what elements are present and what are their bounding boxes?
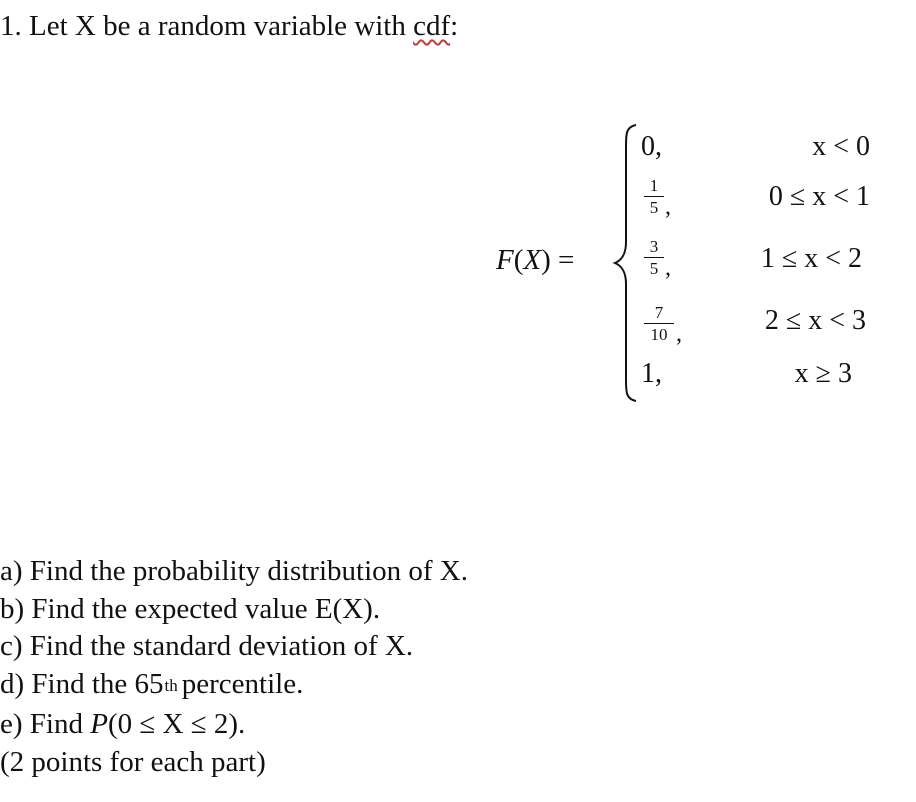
fraction-denominator: 5	[649, 198, 659, 218]
part-d-rest: percentile.	[181, 667, 304, 700]
case-condition-0: x < 0	[812, 131, 870, 162]
case-condition-4: x ≥ 3	[794, 358, 852, 389]
cdf-function-name: F	[496, 244, 514, 276]
cdf-word: cdf	[413, 10, 451, 42]
fraction-bar	[644, 257, 664, 258]
probability-symbol: P	[90, 708, 108, 740]
fraction-seven-tenths	[644, 303, 674, 344]
question-parts-list	[0, 553, 468, 781]
part-a: a) Find the probability distribution of X.	[0, 555, 468, 587]
part-d-text: d) Find the 65	[0, 667, 164, 700]
fraction-numerator: 7	[654, 303, 664, 322]
fraction-three-fifths	[644, 237, 664, 278]
cdf-close-paren: )	[541, 244, 551, 276]
case-condition-2: 1 ≤ x < 2	[760, 243, 862, 274]
equals-sign: =	[558, 244, 575, 276]
case-condition-3: 2 ≤ x < 3	[764, 305, 866, 336]
cdf-variable: X	[523, 244, 542, 276]
part-e-text: e) Find	[0, 708, 83, 740]
problem-heading	[0, 8, 458, 44]
fraction-numerator: 3	[649, 237, 659, 256]
problem-title-text: Let X be a random variable with	[29, 10, 406, 42]
ordinal-suffix: th	[164, 675, 178, 695]
points-note: (2 points for each part)	[0, 745, 266, 778]
cdf-open-paren: (	[513, 244, 524, 276]
case-condition-1: 0 ≤ x < 1	[768, 181, 870, 212]
fraction-comma: ,	[665, 255, 671, 281]
case-value-4: 1,	[641, 358, 662, 389]
part-b: b) Find the expected value E(X).	[0, 592, 381, 625]
problem-number: 1.	[0, 10, 22, 42]
fraction-comma: ,	[665, 194, 671, 220]
fraction-denominator: 10	[650, 325, 668, 345]
part-e-math: (0 ≤ X ≤ 2).	[107, 708, 246, 740]
fraction-denominator: 5	[649, 259, 659, 279]
fraction-bar	[644, 323, 674, 324]
fraction-comma: ,	[676, 321, 682, 347]
cdf-lhs	[496, 243, 574, 277]
fraction-one-fifth	[644, 176, 664, 217]
fraction-bar	[644, 196, 664, 197]
case-value-0: 0,	[641, 131, 662, 162]
part-e-probability	[90, 708, 245, 740]
part-c: c) Find the standard deviation of X.	[0, 630, 414, 662]
part-d	[0, 666, 468, 707]
title-colon: :	[450, 10, 459, 42]
fraction-numerator: 1	[649, 176, 659, 195]
part-e	[0, 706, 468, 744]
